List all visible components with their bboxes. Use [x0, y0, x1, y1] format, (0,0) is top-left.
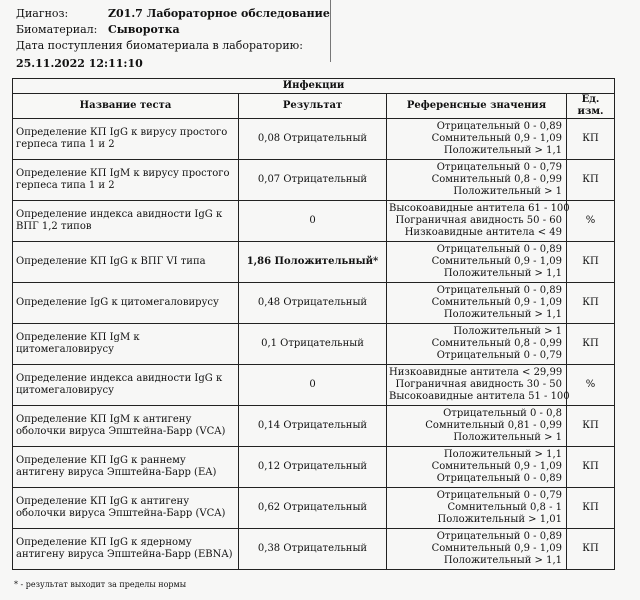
table-row — [13, 201, 615, 242]
biomaterial-label: Биоматериал: — [16, 23, 98, 36]
reference-line: Отрицательный 0 - 0,8 — [443, 408, 562, 419]
test-name: Определение КП IgG к вирусу простого герпеса типа 1 и 2 — [13, 119, 239, 160]
table-row — [13, 160, 615, 201]
reference-line: Положительный > 1,1 — [443, 449, 562, 460]
reference-line: Положительный > 1 — [453, 186, 562, 197]
reference-line: Сомнительный 0,8 - 1 — [447, 502, 562, 513]
unit: КП — [567, 447, 615, 488]
reference-line: Отрицательный 0 - 0,79 — [436, 350, 562, 361]
reference-values — [387, 242, 567, 283]
test-result: 0,07 Отрицательный — [239, 160, 387, 201]
section-title: Инфекции — [13, 79, 615, 94]
arrival-label: Дата поступления биоматериала в лабораторию: — [16, 39, 303, 52]
reference-line: Пограничная авидность 50 - 60 — [395, 215, 562, 226]
reference-line: Высокоавидные антитела 51 - 100 — [389, 391, 570, 402]
test-name: Определение индекса авидности IgG к ВПГ 1,2 типов — [13, 201, 239, 242]
table-row — [13, 447, 615, 488]
reference-line: Положительный > 1 — [453, 432, 562, 443]
reference-values — [387, 488, 567, 529]
column-header-result: Результат — [239, 94, 387, 119]
test-name: Определение КП IgM к антигену оболочки вируса Эпштейна-Барр (VCA) — [13, 406, 239, 447]
reference-line: Низкоавидные антитела < 29,99 — [389, 367, 563, 378]
unit: КП — [567, 242, 615, 283]
reference-line: Отрицательный 0 - 0,79 — [436, 162, 562, 173]
reference-line: Отрицательный 0 - 0,89 — [436, 531, 562, 542]
unit: КП — [567, 324, 615, 365]
column-header-unit: Ед. изм. — [567, 94, 615, 119]
table-row — [13, 406, 615, 447]
biomaterial-value: Сыворотка — [108, 23, 180, 36]
table-row — [13, 119, 615, 160]
table-row — [13, 365, 615, 406]
test-result-positive: 1,86 Положительный* — [239, 242, 387, 283]
test-name: Определение КП IgG к антигену оболочки вируса Эпштейна-Барр (VCA) — [13, 488, 239, 529]
table-row — [13, 324, 615, 365]
reference-line: Отрицательный 0 - 0,89 — [436, 285, 562, 296]
test-result: 0,1 Отрицательный — [239, 324, 387, 365]
table-row — [13, 242, 615, 283]
test-result: 0,08 Отрицательный — [239, 119, 387, 160]
reference-line: Сомнительный 0,81 - 0,99 — [425, 420, 562, 431]
reference-values — [387, 201, 570, 242]
unit: КП — [567, 406, 615, 447]
reference-line: Отрицательный 0 - 0,89 — [436, 121, 562, 132]
reference-line: Отрицательный 0 - 0,89 — [436, 244, 562, 255]
reference-line: Отрицательный 0 - 0,89 — [436, 473, 562, 484]
reference-values — [387, 365, 570, 406]
test-result: 0 — [239, 365, 387, 406]
column-header-test: Название теста — [13, 94, 239, 119]
test-name: Определение КП IgG к ядерному антигену вируса Эпштейна-Барр (EBNA) — [13, 529, 239, 570]
reference-values — [387, 119, 567, 160]
table-row — [13, 283, 615, 324]
test-result: 0,14 Отрицательный — [239, 406, 387, 447]
biomaterial-row — [16, 22, 376, 38]
test-name: Определение КП IgG к ВПГ VI типа — [13, 242, 239, 283]
column-header-reference: Референсные значения — [387, 94, 567, 119]
test-name: Определение индекса авидности IgG к цитомегаловирусу — [13, 365, 239, 406]
reference-line: Сомнительный 0,9 - 1,09 — [431, 297, 562, 308]
reference-line: Сомнительный 0,8 - 0,99 — [431, 338, 562, 349]
unit: КП — [567, 488, 615, 529]
unit: КП — [567, 160, 615, 201]
infection-results-table — [12, 78, 615, 570]
unit: % — [567, 201, 615, 242]
reference-line: Сомнительный 0,9 - 1,09 — [431, 256, 562, 267]
table-row — [13, 488, 615, 529]
reference-line: Пограничная авидность 30 - 50 — [395, 379, 562, 390]
reference-values — [387, 406, 567, 447]
reference-line: Сомнительный 0,9 - 1,09 — [431, 543, 562, 554]
test-result: 0,12 Отрицательный — [239, 447, 387, 488]
table-row — [13, 529, 615, 570]
unit: % — [567, 365, 615, 406]
test-result: 0,38 Отрицательный — [239, 529, 387, 570]
reference-values — [387, 283, 567, 324]
test-name: Определение IgG к цитомегаловирусу — [13, 283, 239, 324]
footnote: * - результат выходит за пределы нормы — [14, 580, 187, 589]
reference-values — [387, 324, 567, 365]
reference-line: Положительный > 1 — [453, 326, 562, 337]
reference-line: Сомнительный 0,9 - 1,09 — [431, 461, 562, 472]
test-name: Определение КП IgM к цитомегаловирусу — [13, 324, 239, 365]
reference-line: Высокоавидные антитела 61 - 100 — [389, 203, 570, 214]
test-name: Определение КП IgG к раннему антигену вируса Эпштейна-Барр (EA) — [13, 447, 239, 488]
reference-line: Положительный > 1,1 — [443, 145, 562, 156]
test-result: 0,62 Отрицательный — [239, 488, 387, 529]
unit: КП — [567, 119, 615, 160]
reference-values — [387, 160, 567, 201]
reference-line: Сомнительный 0,9 - 1,09 — [431, 133, 562, 144]
diagnosis-label: Диагноз: — [16, 7, 69, 20]
arrival-datetime: 25.11.2022 12:11:10 — [16, 57, 143, 70]
test-result: 0,48 Отрицательный — [239, 283, 387, 324]
reference-line: Положительный > 1,1 — [443, 309, 562, 320]
unit: КП — [567, 529, 615, 570]
reference-line: Положительный > 1,1 — [443, 555, 562, 566]
reference-line: Низкоавидные антитела < 49 — [404, 227, 562, 238]
reference-values — [387, 529, 567, 570]
report-header — [16, 6, 376, 72]
reference-line: Сомнительный 0,8 - 0,99 — [431, 174, 562, 185]
reference-line: Отрицательный 0 - 0,79 — [436, 490, 562, 501]
test-name: Определение КП IgM к вирусу простого герпеса типа 1 и 2 — [13, 160, 239, 201]
unit: КП — [567, 283, 615, 324]
reference-line: Положительный > 1,1 — [443, 268, 562, 279]
diagnosis-row — [16, 6, 376, 22]
diagnosis-value: Z01.7 Лабораторное обследование — [108, 7, 330, 20]
reference-line: Положительный > 1,01 — [437, 514, 562, 525]
reference-values — [387, 447, 567, 488]
test-result: 0 — [239, 201, 387, 242]
